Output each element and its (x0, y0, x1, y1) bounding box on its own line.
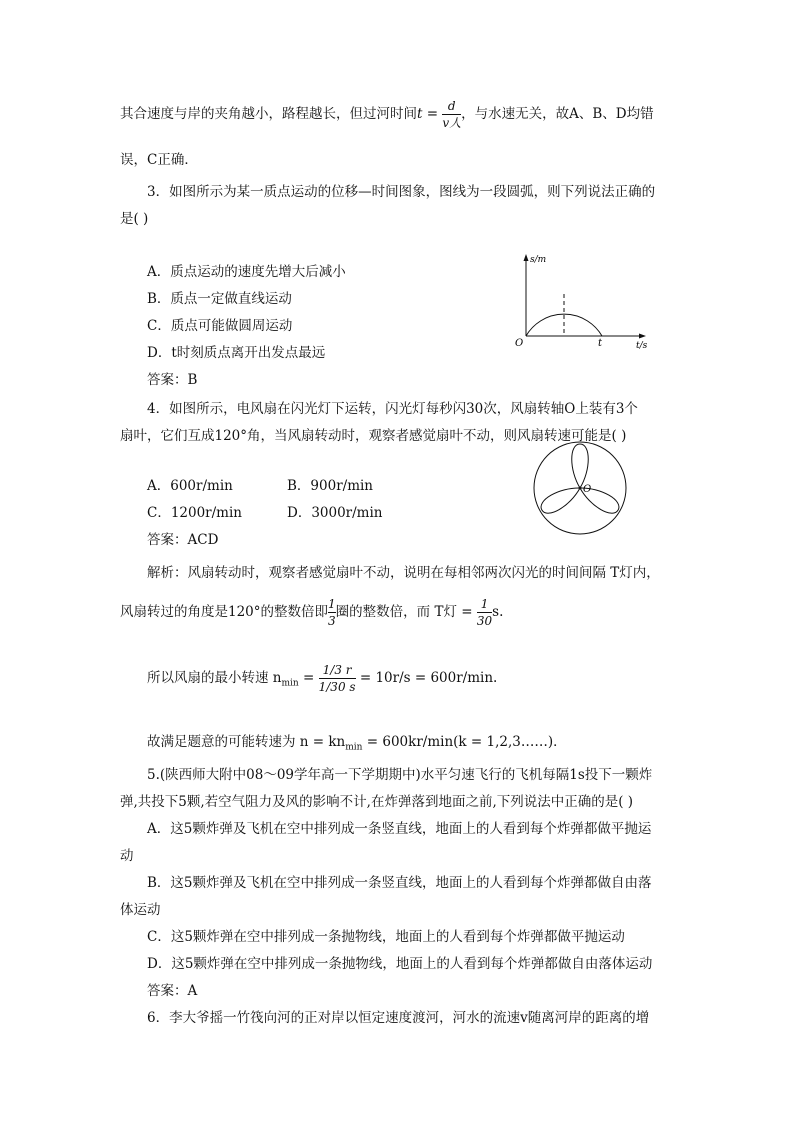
q3-stem-cont: 是( ) (120, 211, 149, 227)
text-line: 误，C正确． (120, 152, 198, 168)
q5-option-a: A．这5颗炸弹及飞机在空中排列成一条竖直线，地面上的人看到每个炸弹都做平抛运 (147, 821, 652, 837)
text-span: 圈的整数倍，而 T灯 = (335, 604, 477, 620)
q3-option-c: C．质点可能做圆周运动 (147, 318, 293, 334)
text-span: 所以风扇的最小转速 n (147, 670, 282, 686)
numerator: d (447, 99, 456, 113)
q6-stem: 6．李大爷摇一竹筏向河的正对岸以恒定速度渡河，河水的流速v随离河岸的距离的增 (147, 1010, 650, 1026)
text-span: = 10r/s = 600r/min. (355, 670, 498, 686)
equals: = (422, 106, 443, 122)
q5-stem-cont: 弹,共投下5颗,若空气阻力及风的影响不计,在炸弹落到地面之前,下列说法中正确的是( ) (120, 794, 634, 810)
q5-option-d: D．这5颗炸弹在空中排列成一条抛物线，地面上的人看到每个炸弹都做自由落体运动 (147, 956, 653, 972)
q5-option-c: C．这5颗炸弹在空中排列成一条抛物线，地面上的人看到每个炸弹都做平抛运动 (147, 929, 625, 945)
variable-t: t (417, 106, 423, 122)
fraction-one-thirtieth: $\frac{1}{30}$ (476, 597, 493, 628)
q3-option-b: B．质点一定做直线运动 (147, 291, 292, 307)
q4-option-d: D．3000r/min (287, 505, 383, 521)
q4-explanation-1: 解析：风扇转动时，观察者感觉扇叶不动，说明在每相邻两次闪光的时间间隔 T灯内， (147, 565, 660, 581)
fraction-one-third: $\frac{1}{3}$ (328, 597, 336, 628)
graph-tick-t: t (598, 338, 603, 349)
q4-fan-figure (525, 438, 635, 538)
q3-option-d: D．t时刻质点离开出发点最远 (147, 345, 326, 361)
text-span: 风扇转过的角度是120°的整数倍即 (120, 604, 329, 620)
q4-explanation-2 (120, 598, 503, 627)
q4-explanation-4: 故满足题意的可能转速为 $n = kn_{min} = 600kr/\min(k$ = 1,2,3……)． (147, 734, 567, 753)
q5-option-b-cont: 体运动 (120, 902, 161, 918)
q4-answer: 答案：ACD (147, 532, 219, 548)
q4-stem: 4．如图所示，电风扇在闪光灯下运转，闪光灯每秒闪30次，风扇转轴O上装有3个 (147, 401, 638, 417)
text-span: 其合速度与岸的夹角越小，路程越长，但过河时间 (120, 106, 417, 122)
text-span: s. (492, 604, 504, 620)
q5-option-a-cont: 动 (120, 848, 134, 864)
fraction-d-over-v (442, 100, 461, 129)
q4-stem-cont: 扇叶，它们互成120°角，当风扇转动时，观察者感觉扇叶不动，则风扇转速可能是( ) (120, 428, 627, 444)
q5-stem: 5.(陕西师大附中08～09学年高一下学期期中)水平匀速飞行的飞机每隔1s投下一颗炸 (147, 767, 653, 783)
q3-stem: 3．如图所示为某一质点运动的位移—时间图象，图线为一段圆弧，则下列说法正确的 (147, 184, 656, 200)
q3-option-a: A．质点运动的速度先增大后减小 (147, 264, 346, 280)
text-span: ，与水速无关，故A、B、D均错 (461, 106, 654, 122)
q4-option-c: C．1200r/min (147, 505, 243, 521)
denominator: v人 (442, 116, 462, 130)
fraction-min-speed: $\frac{1/3 r}{1/30 s}$ (318, 663, 356, 694)
q4-option-b: B．900r/min (287, 478, 374, 494)
q4-option-a: A．600r/min (147, 478, 233, 494)
q5-answer: 答案：A (147, 983, 198, 999)
graph-xlabel: t/s (636, 341, 648, 350)
graph-origin: O (515, 338, 524, 349)
q3-answer: 答案：B (147, 372, 198, 388)
fan-axis-label: O (583, 484, 592, 495)
q4-explanation-3: 所以风扇的最小转速 $n_{min}$ = $\frac{1/3 r}{1/30 s}$ = 10r/s = 600r/min. (147, 663, 498, 694)
graph-ylabel: s/m (530, 255, 547, 265)
text-line (120, 100, 654, 129)
q5-option-b: B．这5颗炸弹及飞机在空中排列成一条竖直线，地面上的人看到每个炸弹都做自由落 (147, 875, 652, 891)
q3-displacement-time-graph (510, 250, 660, 350)
